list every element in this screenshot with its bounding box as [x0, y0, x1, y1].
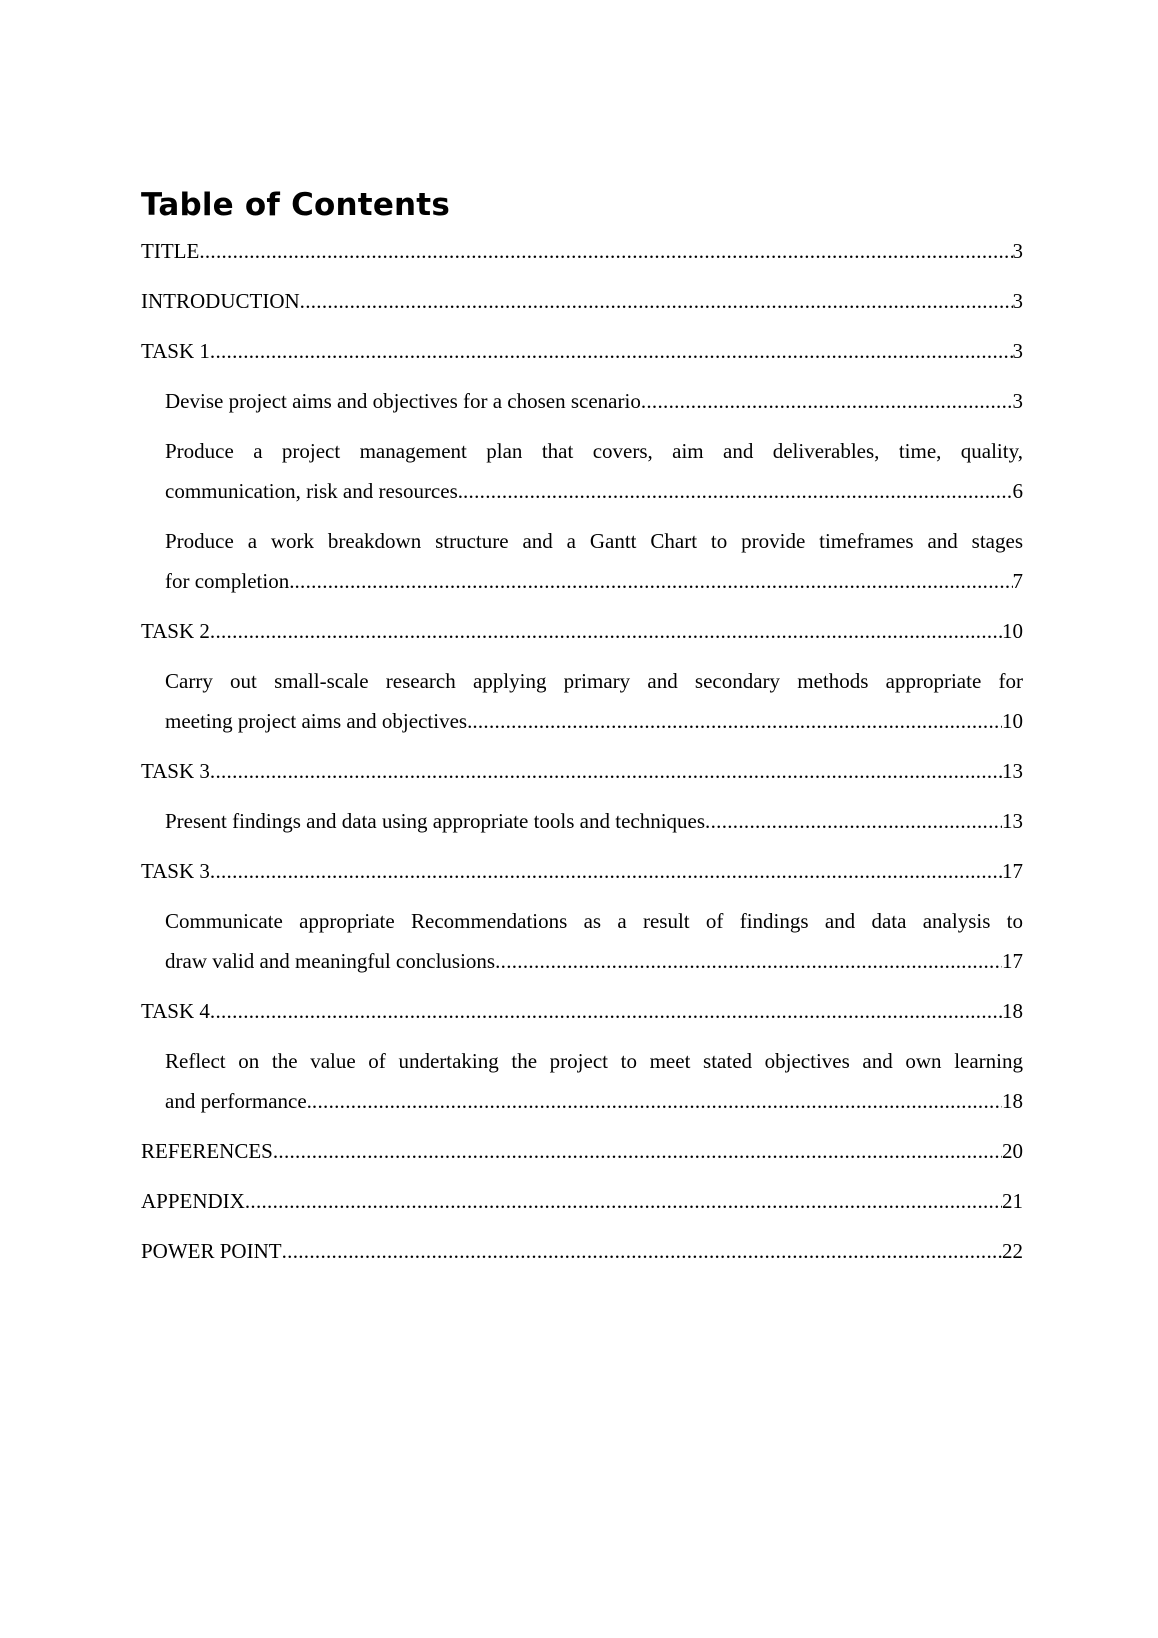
- toc-page-number: 3: [1012, 289, 1023, 313]
- toc-entry-task-3[interactable]: [141, 751, 1023, 791]
- dot-leader: [210, 991, 1002, 1031]
- toc-entry-task-3-second[interactable]: [141, 851, 1023, 891]
- toc-entry-label: TASK 3: [141, 859, 210, 883]
- toc-entry-recommendations[interactable]: [141, 901, 1023, 981]
- toc-entry-label-line1: Produce a project management plan that covers, aim and deliverables, time, quality,: [165, 439, 1023, 463]
- toc-entry-task-4[interactable]: [141, 991, 1023, 1031]
- toc-entry-wbs-gantt[interactable]: [141, 521, 1023, 601]
- dot-leader: [300, 281, 1013, 321]
- toc-entry-project-aims[interactable]: [141, 381, 1023, 421]
- toc-entry-label: POWER POINT: [141, 1239, 282, 1263]
- toc-page-number: 18: [1002, 1089, 1023, 1113]
- dot-leader: [210, 331, 1013, 371]
- dot-leader: [210, 611, 1002, 651]
- toc-page-number: 3: [1012, 239, 1023, 263]
- toc-entry-label: TITLE: [141, 239, 200, 263]
- toc-page-number: 10: [1002, 709, 1023, 733]
- toc-page-number: 3: [1012, 389, 1023, 413]
- toc-entry-label: TASK 3: [141, 759, 210, 783]
- dot-leader: [199, 231, 1012, 271]
- toc-entry-task-1[interactable]: [141, 331, 1023, 371]
- toc-page-number: 22: [1002, 1239, 1023, 1263]
- toc-entry-title[interactable]: [141, 231, 1023, 271]
- dot-leader: [210, 751, 1002, 791]
- toc-entry-task-2[interactable]: [141, 611, 1023, 651]
- toc-entry-label-line2: and performance.: [165, 1089, 312, 1113]
- dot-leader: [472, 701, 1002, 741]
- toc-entry-label-line1: Produce a work breakdown structure and a Gantt Chart to provide timeframes and stages: [165, 529, 1023, 553]
- dot-leader: [245, 1181, 1002, 1221]
- toc-entry-references[interactable]: [141, 1131, 1023, 1171]
- toc-page-number: 17: [1002, 949, 1023, 973]
- toc-entry-label: TASK 2: [141, 619, 210, 643]
- dot-leader: [463, 471, 1013, 511]
- dot-leader: [282, 1231, 1002, 1271]
- toc-page-number: 18: [1002, 999, 1023, 1023]
- toc-page-number: 13: [1002, 759, 1023, 783]
- toc-entry-label: TASK 1: [141, 339, 210, 363]
- toc-entry-power-point[interactable]: [141, 1231, 1023, 1271]
- toc-heading: Table of Contents: [141, 187, 450, 223]
- toc-entry-introduction[interactable]: [141, 281, 1023, 321]
- toc-page-number: 17: [1002, 859, 1023, 883]
- dot-leader: [312, 1081, 1002, 1121]
- toc-page-number: 7: [1012, 569, 1023, 593]
- toc-page-number: 20: [1002, 1139, 1023, 1163]
- toc-entry-label-line1: Reflect on the value of undertaking the project to meet stated objectives and own learning: [165, 1049, 1023, 1073]
- dot-leader: [273, 1131, 1002, 1171]
- toc-entry-label: APPENDIX: [141, 1189, 245, 1213]
- toc-entry-label: Devise project aims and objectives for a chosen scenario: [165, 389, 641, 413]
- toc-entry-label-line1: Communicate appropriate Recommendations as a result of findings and data analysis to: [165, 909, 1023, 933]
- toc-page-number: 13: [1002, 809, 1023, 833]
- toc-entry-label-line2: meeting project aims and objectives.: [165, 709, 473, 733]
- dot-leader: [495, 941, 1002, 981]
- toc-entry-label: TASK 4: [141, 999, 210, 1023]
- document-page: [141, 183, 1023, 1281]
- toc-entry-label-line1: Carry out small-scale research applying primary and secondary methods appropriate for: [165, 669, 1023, 693]
- toc-entry-label: INTRODUCTION: [141, 289, 300, 313]
- toc-entry-label-line2: communication, risk and resources.: [165, 479, 463, 503]
- toc-page-number: 6: [1012, 479, 1023, 503]
- toc-page-number: 10: [1002, 619, 1023, 643]
- toc-page-number: 21: [1002, 1189, 1023, 1213]
- toc-list: [141, 231, 1023, 1271]
- toc-entry-label-line2: draw valid and meaningful conclusions: [165, 949, 496, 973]
- toc-entry-appendix[interactable]: [141, 1181, 1023, 1221]
- toc-page-number: 3: [1012, 339, 1023, 363]
- toc-entry-present-findings[interactable]: [141, 801, 1023, 841]
- toc-entry-management-plan[interactable]: [141, 431, 1023, 511]
- dot-leader: [705, 801, 1002, 841]
- dot-leader: [210, 851, 1002, 891]
- toc-entry-label: Present findings and data using appropriate tools and techniques: [165, 809, 706, 833]
- toc-entry-label-line2: for completion.: [165, 569, 295, 593]
- toc-entry-research[interactable]: [141, 661, 1023, 741]
- toc-entry-reflect[interactable]: [141, 1041, 1023, 1121]
- dot-leader: [641, 381, 1013, 421]
- toc-entry-label: REFERENCES: [141, 1139, 273, 1163]
- dot-leader: [294, 561, 1012, 601]
